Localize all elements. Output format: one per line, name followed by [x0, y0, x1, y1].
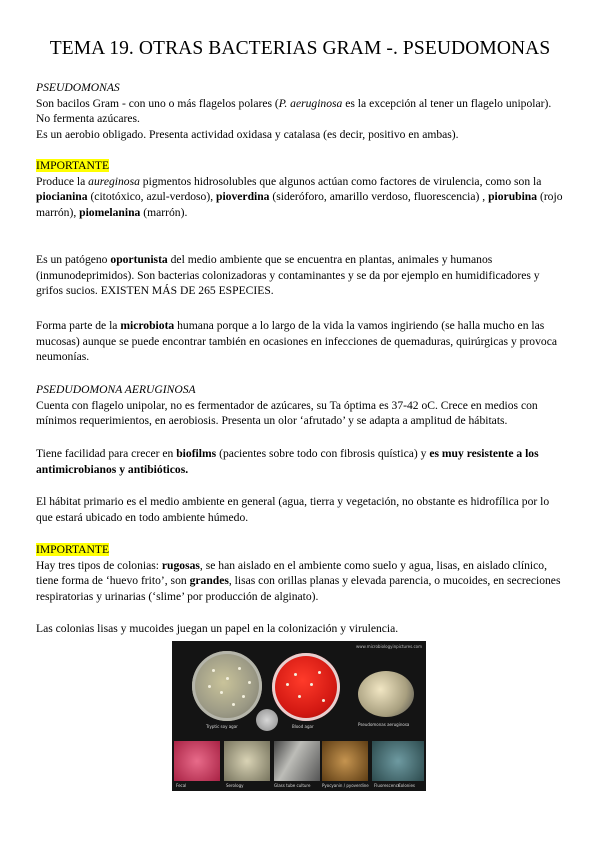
- highlight-label: IMPORTANTE: [36, 543, 110, 556]
- caption: Fecal: [176, 783, 187, 788]
- paragraph: [36, 174, 568, 221]
- section-oportunista: [36, 252, 568, 299]
- text-run: Forma parte de la: [36, 319, 121, 332]
- paragraph: [36, 318, 568, 365]
- importante-label: [36, 158, 568, 174]
- text-run: (marrón).: [140, 205, 188, 219]
- colony-tile: [372, 741, 424, 781]
- caption: Colonies: [398, 783, 415, 788]
- page-title: TEMA 19. OTRAS BACTERIAS GRAM -. PSEUDOMONAS: [49, 38, 551, 59]
- text-run: pigmentos hidrosolubles que algunos actúan como factores de virulencia, como son la: [139, 174, 542, 188]
- section-aeruginosa: [36, 382, 568, 429]
- paragraph: Cuenta con flagelo unipolar, no es fermentador de azúcares, su Ta óptima es 37-42 oC. Crece en medios con mínimos requerimientos, en aerobiosis. Presenta un olor ‘afrutado’ y se adapta a amplitud de hábitats.: [36, 398, 538, 427]
- caption: Glass tube culture: [274, 783, 311, 788]
- colony-tile: [224, 741, 270, 781]
- text-run: Es un patógeno: [36, 253, 111, 266]
- bold-term: es muy resistente a los antimicrobianos y antibióticos.: [36, 447, 539, 476]
- section-biofilms: [36, 446, 568, 477]
- text-run: (citotóxico, azul-verdoso),: [87, 190, 217, 203]
- paragraph: [36, 252, 568, 299]
- caption: Serology: [226, 783, 244, 788]
- section-microbiota: [36, 318, 568, 365]
- text-run: Tiene facilidad para crecer en: [36, 447, 177, 460]
- text-run: (rojo marrón),: [36, 190, 563, 219]
- paragraph: [36, 558, 568, 605]
- bold-term: piomelanina: [79, 205, 141, 219]
- bold-term: oportunista: [110, 253, 168, 266]
- fried-egg-colony: [358, 671, 414, 717]
- bold-term: grandes: [189, 574, 229, 587]
- text-run: (sideróforo, amarillo verdoso, fluorescencia) ,: [269, 190, 489, 203]
- bold-term: piocianina: [36, 190, 88, 203]
- colony-photo-collage: [172, 641, 426, 791]
- bold-term: pioverdina: [216, 190, 270, 203]
- section-heading: PSEUDOMONAS: [36, 81, 120, 94]
- colony-tile: [274, 741, 320, 781]
- text-run: Hay tres tipos de colonias:: [36, 558, 162, 572]
- blood-agar-plate: [272, 653, 340, 721]
- bold-term: rugosas: [161, 558, 200, 572]
- section-importante-2: [36, 542, 568, 604]
- text-run: Produce la: [36, 174, 89, 188]
- text-run: (pacientes sobre todo con fibrosis quística) y: [216, 447, 430, 460]
- importante-label: [36, 542, 568, 558]
- caption: Blood agar: [292, 724, 314, 729]
- paragraph: [36, 446, 568, 477]
- section-pseudomonas: [36, 80, 568, 142]
- paragraph: Es un aerobio obligado. Presenta actividad oxidasa y catalasa (es decir, positivo en ambas).: [36, 127, 459, 141]
- small-plate: [256, 709, 278, 731]
- paragraph: Las colonias lisas y mucoides juegan un papel en la colonización y virulencia.: [36, 622, 399, 635]
- paragraph: El hábitat primario es el medio ambiente en general (agua, tierra y vegetación, no obstante es hidrofílica por lo que estará ubicado en todo ambiente húmedo.: [36, 495, 550, 524]
- caption: Pyocyanin / pyoverdine: [322, 783, 369, 788]
- text-run: , se han aislado en el ambiente como suelo y agua, lisas, en aislado clínico, tiene forma de ‘huevo frito’, son: [36, 558, 547, 587]
- italic-term: aureginosa: [88, 174, 140, 188]
- caption: Pseudomonas aeruginosa: [358, 722, 410, 727]
- bold-term: biofilms: [176, 447, 217, 460]
- figure-source-url: www.microbiologyinpictures.com: [355, 644, 422, 649]
- highlight-label: IMPORTANTE: [36, 159, 110, 172]
- caption: Tryptic soy agar: [206, 724, 238, 729]
- text-run: humana porque a lo largo de la vida la vamos ingiriendo (se halla mucho en las mucosas) aunque se puede encontrar también en ocasiones en infecciones de quemaduras, quirúrgicas y provoca neumonías.: [36, 319, 557, 363]
- section-colonias: [36, 621, 568, 637]
- text-run: , lisas con orillas planas y elevada parencia, o mucoides, en secreciones respiratorias y urinarias (‘slime’ por producción de alginato).: [36, 574, 561, 603]
- species-name: P. aeruginosa: [278, 96, 343, 110]
- colony-tile: [322, 741, 368, 781]
- text-run: Son bacilos Gram - con uno o más flagelos polares (: [36, 96, 279, 110]
- section-importante-1: [36, 158, 568, 220]
- bold-term: microbiota: [120, 319, 175, 332]
- text-run: del medio ambiente que se encuentra en plantas, animales y humanos (inmunodeprimidos). Son bacterias colonizadoras y contaminantes y se da por ejemplo en humidificadores y grifos sucios. EXISTEN MÁS DE 265 ESPECIES.: [36, 253, 540, 297]
- bold-term: piorubina: [488, 190, 538, 203]
- section-habitat: [36, 494, 568, 525]
- section-heading: PSEDUDOMONA AERUGINOSA: [36, 383, 196, 396]
- caption: Fluorescence: [374, 783, 401, 788]
- tryptic-soy-agar-plate: [192, 651, 262, 721]
- colony-tile: [174, 741, 220, 781]
- text-run: es la excepción al tener un flagelo unipolar). No fermenta azúcares.: [36, 96, 552, 125]
- paragraph: [36, 96, 568, 127]
